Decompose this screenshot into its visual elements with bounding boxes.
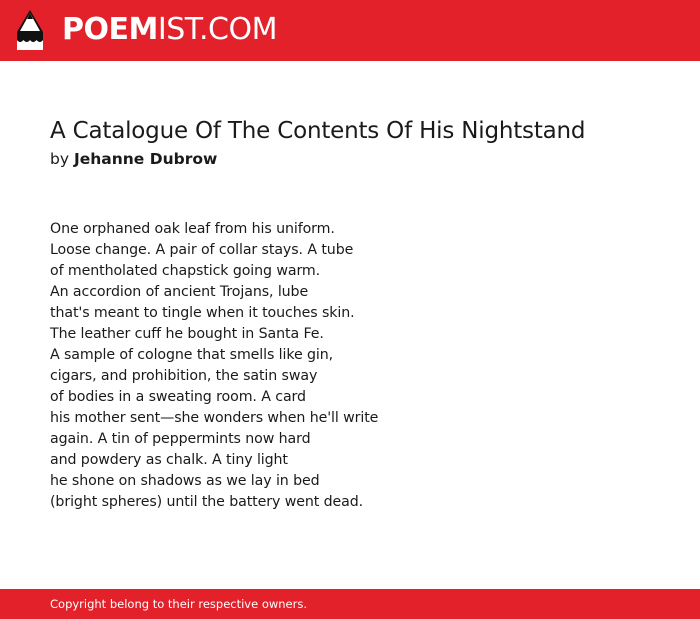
poem-line: he shone on shadows as we lay in bed xyxy=(50,473,320,489)
site-footer xyxy=(0,589,700,619)
copyright-notice: Copyright belong to their respective owners. xyxy=(50,597,308,611)
poem-line: again. A tin of peppermints now hard xyxy=(50,431,311,447)
poem-line: (bright spheres) until the battery went dead. xyxy=(50,494,364,510)
site-logo[interactable] xyxy=(62,11,277,49)
poem-line: that's meant to tingle when it touches skin. xyxy=(50,305,355,321)
poem-line: Loose change. A pair of collar stays. A tube xyxy=(50,242,354,258)
poem-line: his mother sent—she wonders when he'll write xyxy=(50,410,379,426)
logo-text-light: IST.COM xyxy=(157,12,277,47)
byline xyxy=(50,148,217,170)
logo-text-bold: POEM xyxy=(62,12,158,47)
poem-line: One orphaned oak leaf from his uniform. xyxy=(50,221,335,237)
byline-prefix: by xyxy=(50,150,70,168)
site-header xyxy=(0,0,700,61)
poem-body xyxy=(50,219,378,513)
poem-title: A Catalogue Of The Contents Of His Nightstand xyxy=(50,118,586,144)
author-name[interactable]: Jehanne Dubrow xyxy=(73,150,218,168)
poem-line: of mentholated chapstick going warm. xyxy=(50,263,321,279)
pencil-tip-icon[interactable] xyxy=(17,10,43,52)
poem-line: and powdery as chalk. A tiny light xyxy=(50,452,288,468)
poem-line: cigars, and prohibition, the satin sway xyxy=(50,368,318,384)
poem-line: of bodies in a sweating room. A card xyxy=(50,389,306,405)
poem-line: A sample of cologne that smells like gin, xyxy=(50,347,334,363)
poem-line: An accordion of ancient Trojans, lube xyxy=(50,284,309,300)
poem-line: The leather cuff he bought in Santa Fe. xyxy=(50,326,324,342)
